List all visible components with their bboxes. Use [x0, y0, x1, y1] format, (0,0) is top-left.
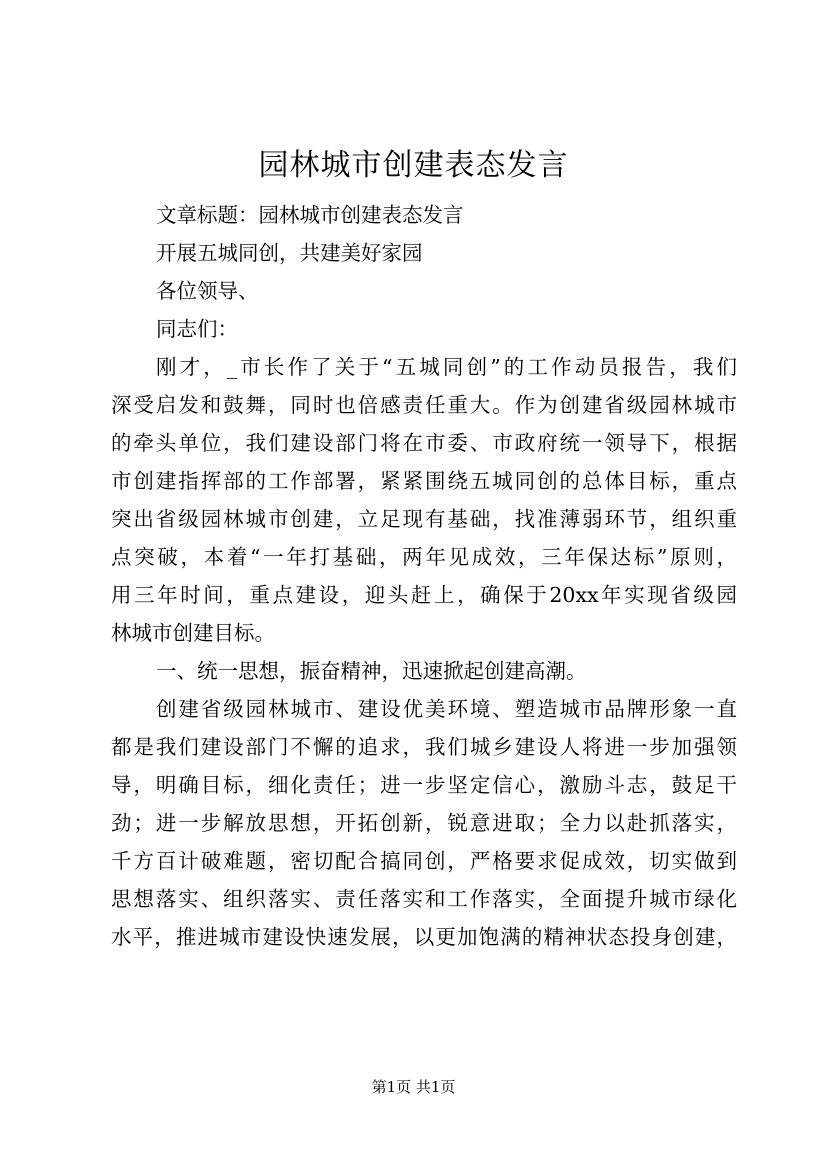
text-line: 的牵头单位，我们建设部门将在市委、市政府统一领导下，根据 — [111, 431, 737, 455]
text-line: 文章标题：园林城市创建表态发言 — [156, 203, 464, 227]
text-line: 创建省级园林城市、建设优美环境、塑造城市品牌形象一直 — [156, 697, 737, 721]
text-line: 千方百计破难题，密切配合搞同创，严格要求促成效，切实做到 — [111, 849, 737, 873]
document-body — [111, 196, 737, 956]
text-line: 突出省级园林城市创建，立足现有基础，找准薄弱环节，组织重 — [111, 507, 737, 531]
text-line: 各位领导、 — [156, 279, 259, 303]
text-line: 市创建指挥部的工作部署，紧紧围绕五城同创的总体目标，重点 — [111, 469, 737, 493]
text-line: 都是我们建设部门不懈的追求，我们城乡建设人将进一步加强领 — [111, 735, 737, 759]
page-title: 园林城市创建表态发言 — [258, 148, 569, 183]
text-line: 深受启发和鼓舞，同时也倍感责任重大。作为创建省级园林城市 — [111, 393, 737, 417]
text-line: 用三年时间，重点建设，迎头赶上，确保于20xx年实现省级园 — [111, 583, 737, 607]
text-line: 林城市创建目标。 — [111, 621, 275, 645]
page-footer: 第1页 共1页 — [371, 1078, 456, 1096]
text-line: 思想落实、组织落实、责任落实和工作落实，全面提升城市绿化 — [111, 887, 737, 911]
text-line: 劲；进一步解放思想，开拓创新，锐意进取；全力以赴抓落实， — [111, 811, 737, 835]
text-line: 同志们： — [156, 317, 238, 341]
text-line: 一、统一思想，振奋精神，迅速掀起创建高潮。 — [156, 659, 587, 683]
text-line: 点突破，本着“一年打基础，两年见成效，三年保达标”原则， — [111, 545, 737, 569]
text-line: 导，明确目标，细化责任；进一步坚定信心，激励斗志，鼓足干 — [111, 773, 737, 797]
text-line: 刚才，_市长作了关于“五城同创”的工作动员报告，我们 — [156, 355, 737, 379]
text-line: 开展五城同创，共建美好家园 — [156, 241, 423, 265]
text-line: 水平，推进城市建设快速发展，以更加饱满的精神状态投身创建， — [111, 925, 737, 949]
